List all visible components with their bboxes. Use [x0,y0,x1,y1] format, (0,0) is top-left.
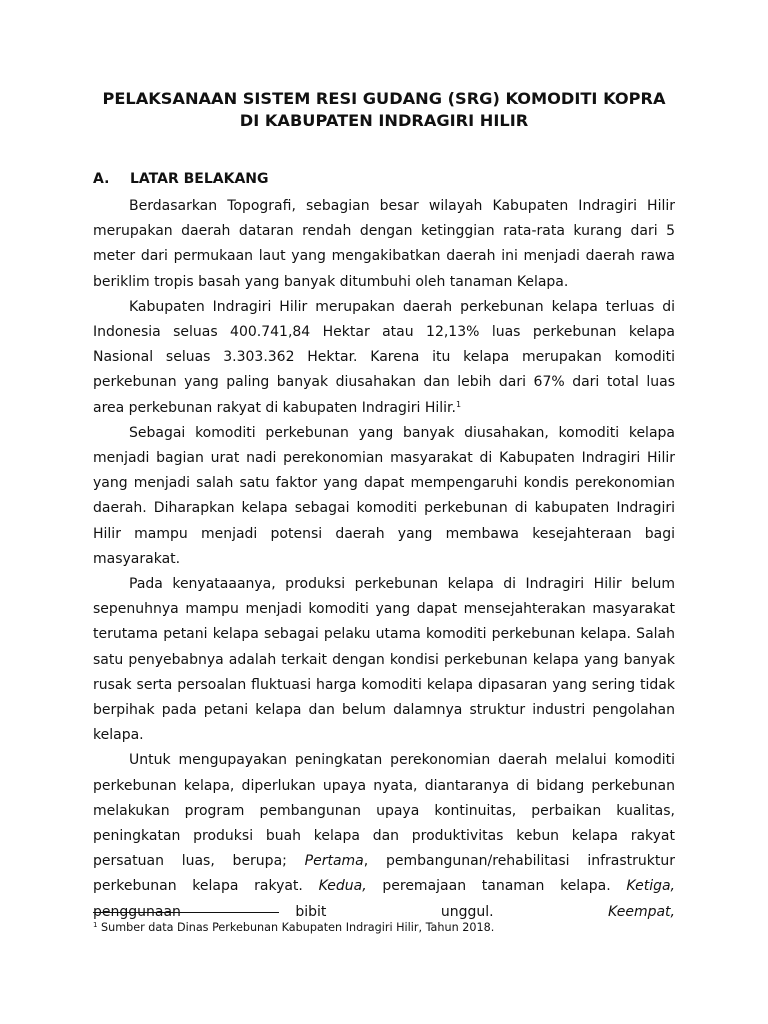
paragraph-5-text-1: Untuk mengupayakan peningkatan perekonomian daerah melalui komoditi perkebunan kelapa, diperlukan upaya nyata, diantaranya di bidang perkebunan melakukan program pembangunan upaya kontinuitas, perbaikan kualitas, peningkatan produksi buah kelapa dan produktivitas kebun kelapa rakyat persatuan luas, berupa; [93,752,675,870]
paragraph-5-text-3: peremajaan tanaman kelapa. [366,878,627,895]
paragraph-4-text: Pada kenyataaanya, produksi perkebunan kelapa di Indragiri Hilir belum sepenuhnya mampu menjadi komoditi yang dapat mensejahterakan masyarakat terutama petani kelapa sebagai pelaku utama komoditi perkebunan kelapa. Salah satu penyebabnya adalah terkait dengan kondisi perkebunan kelapa yang banyak rusak serta persoalan fluktuasi harga komoditi kelapa dipasaran yang sering tidak berpihak pada petani kelapa dan belum dalamnya struktur industri pengolahan kelapa. [93,576,675,744]
paragraph-5-emphasis-1: Pertama [304,853,364,870]
paragraph-3-text: Sebagai komoditi perkebunan yang banyak diusahakan, komoditi kelapa menjadi bagian urat nadi perekonomian masyarakat di Kabupaten Indragiri Hilir yang menjadi salah satu faktor yang dapat mempengaruhi kondis perekonomian daerah. Diharapkan kelapa sebagai komoditi perkebunan di kabupaten Indragiri Hilir mampu menjadi potensi daerah yang membawa kesejahteraan bagi masyarakat. [93,424,675,567]
paragraph-5-text-2: , pembangunan/rehabilitasi infrastruktur perkebunan kelapa rakyat. [93,853,675,895]
document-title [60,88,708,132]
body-text [93,194,675,925]
footnote-text: Sumber data Dinas Perkebunan Kabupaten Indragiri Hilir, Tahun 2018. [97,921,495,934]
paragraph-5-emphasis-3: Ketiga, [626,878,675,895]
title-line-2: DI KABUPATEN INDRAGIRI HILIR [239,111,529,130]
footnote-number: 1 [93,921,98,929]
footnote [93,920,693,936]
paragraph [93,748,675,924]
title-line-1: PELAKSANAAN SISTEM RESI GUDANG (SRG) KOMODITI KOPRA [102,89,666,108]
section-number: A. [93,171,110,187]
paragraph [93,295,675,421]
paragraph-5-text-4: penggunaan bibit unggul. [93,903,609,920]
paragraph-5-emphasis-4: Keempat, [608,903,675,920]
paragraph [93,421,675,572]
paragraph-5-emphasis-2: Kedua, [318,878,367,895]
footnote-reference: 1 [455,399,462,409]
paragraph [93,194,675,295]
paragraph-2-text: Kabupaten Indragiri Hilir merupakan daerah perkebunan kelapa terluas di Indonesia seluas 400.741,84 Hektar atau 12,13% luas perkebunan kelapa Nasional seluas 3.303.362 Hektar. Karena itu kelapa merupakan komoditi perkebunan yang paling banyak diusahakan dan lebih dari 67% dari total luas area perkebunan rakyat di kabupaten Indragiri Hilir. [93,298,675,416]
paragraph [93,572,675,748]
section-title: LATAR BELAKANG [130,171,269,187]
section-heading [93,168,269,190]
paragraph-1-text: Berdasarkan Topografi, sebagian besar wilayah Kabupaten Indragiri Hilir merupakan daerah dataran rendah dengan ketinggian rata-rata kurang dari 5 meter dari permukaan laut yang mengakibatkan daerah ini menjadi daerah rawa beriklim tropis basah yang banyak ditumbuhi oleh tanaman Kelapa. [93,198,675,290]
footnote-separator [93,912,279,913]
